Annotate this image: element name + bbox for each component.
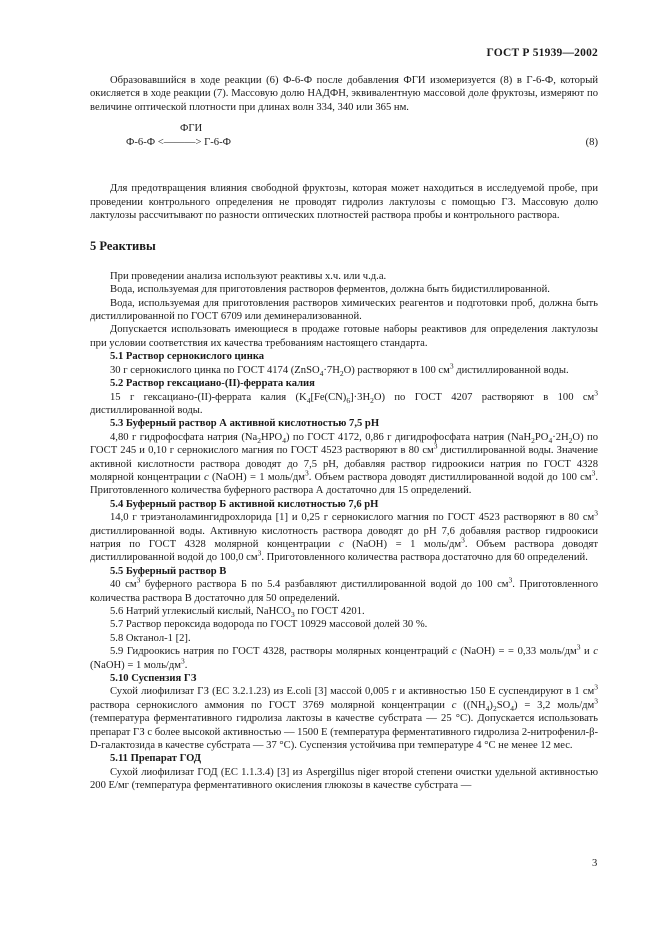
subsection-text-5-9: 5.9 Гидроокись натрия по ГОСТ 4328, растворы молярных концентраций c (NaOH) = = 0,33 моль/$дм^3$ и c (NaOH) = 1 моль/$дм^3$. [90,642,598,671]
subsection-title-5-2: 5.2 Раствор гексациано-(II)-феррата калия [110,378,315,390]
subsection-title-5-1: 5.1 Раствор сернокислого цинка [110,351,265,363]
subsection-text-5-1: 30 г сернокислого цинка по ГОСТ 4174 $(ZnSO_4\cdot 7H_2O)$ растворяют в 100 $см^3$ дистиллированной воды. [110,361,569,378]
page-number: 3 [592,858,598,869]
document-body [90,74,598,793]
subsection-text-5-3: 4,80 г гидрофосфата натрия $(Na_2HPO_4)$ по ГОСТ 4172, 0,86 г дигидрофосфата натрия $(NaH_2PO_4\cdot 2H_2O)$ по ГОСТ 245 и 0,10 г сернокислого магния по ГОСТ 4523 растворяют в 80 $см^3$ дистиллированной воды. Значение активной кислотности раствора доводят до 7,5 pH, добавляя раствор гидроокиси натрия по ГОСТ 4328 молярной концентрации c (NaOH) = 1 моль/$дм^3$. Объем раствора доводят дистиллированной водой до 100 $см^3$. Приготовленного количества буферного раствора А достаточно для 15 определений. [90,431,599,497]
subsection-text-5-4: 14,0 г триэтаноламингидрохлорида [1] и 0,25 г сернокислого магния по ГОСТ 4523 растворяют в 80 $см^3$ дистиллированной воды. Активную кислотность раствора доводят до pH 7,6 добавляя раствор гидроокиси натрия по ГОСТ 4328 молярной концентрации c (NaOH) = 1 моль/$дм^3$. Объем раствора доводят дистиллированной водой до 100,0 $см^3$. Приготовленного количества раствора достаточно для 60 определений. [90,508,598,564]
intro-paragraph-2: Для предотвращения влияния свободной фруктозы, которая может находиться в исследуемой пробе, при проведении контрольного определения не проводят гидролиз лактулозы с помощью ГЗ. Массовую долю лактулозы рассчитывают по разности оптических плотностей раствора пробы и контрольного раствора. [90,183,598,222]
subsection-text-5-8: 5.8 Октанол-1 [2]. [110,632,191,644]
section-paragraph: Вода, используемая для приготовления растворов ферментов, должна быть бидистиллированной. [110,284,550,296]
intro-paragraph: Образовавшийся в ходе реакции (6) Ф-6-Ф после добавления ФГИ изомеризуется (8) в Г-6-Ф, который окисляется в ходе реакции (7). Массовую долю НАДФН, эквивалентную массовой доле фруктозы, измеряют по величине оптической плотности при длинах волн 334, 340 или 365 нм. [90,75,598,113]
formula-reaction: Ф-6-Ф <———> Г-6-Ф [126,137,231,149]
subsection-text-5-7: 5.7 Раствор пероксида водорода по ГОСТ 10929 массовой долей 30 %. [110,619,428,631]
section-title: 5 Реактивы [90,239,156,254]
subsection-title-5-11: 5.11 Препарат ГОД [110,753,202,765]
section-paragraph: Допускается использовать имеющиеся в продаже готовые наборы реактивов для определения лактулозы при условии соответствия их качества требованиям настоящего стандарта. [90,324,598,349]
formula-enzyme: ФГИ [180,123,203,135]
formula-number: (8) [585,137,598,149]
standard-header: ГОСТ Р 51939—2002 [486,47,598,59]
section-paragraph: Вода, используемая для приготовления растворов химических реагентов и подготовки проб, должна быть дистиллированной по ГОСТ 6709 или деминерализованной. [90,297,598,323]
subsection-title-5-5: 5.5 Буферный раствор В [110,565,227,577]
subsection-title-5-4: 5.4 Буферный раствор Б активной кислотностью 7,6 pH [110,498,379,510]
subsection-text-5-11: Сухой лиофилизат ГОД (ЕС 1.1.3.4) [3] из Aspergillus niger второй степени очистки удельной активностью 200 Е/мг (температура ферментативного окисления глюкозы в качестве субстрата — [90,766,598,792]
subsection-text-5-5: 40 $см^3$ буферного раствора Б по 5.4 разбавляют дистиллированной водой до 100 $см^3$. Приготовленного количества раствора В достаточно для 50 определений. [90,575,598,604]
section-paragraph: При проведении анализа используют реактивы х.ч. или ч.д.а. [110,270,387,282]
subsection-text-5-6: 5.6 Натрий углекислый кислый, NaHCO$_3$ по ГОСТ 4201. [110,606,365,620]
subsection-text-5-2: 15 г гексациано-(II)-феррата калия $(K_4[Fe(CN)_6]\cdot 3H_2O)$ по ГОСТ 4207 растворяют в 100 $см^3$ дистиллированной воды. [90,387,598,416]
subsection-title-5-3: 5.3 Буферный раствор А активной кислотностью 7,5 pH [110,418,380,430]
subsection-text-5-10: Сухой лиофилизат ГЗ (ЕС 3.2.1.23) из E.coli [3] массой 0,005 г и активностью 150 Е суспендируют в 1 $см^3$ раствора сернокислого аммония по ГОСТ 3769 молярной концентрации c $((NH_4)_2SO_4) = 3,2$ моль/$дм^3$ (температура ферментативного гидролиза лактозы в качестве субстрата — 25 °С). Допускается использовать препарат ГЗ с более высокой активностью — 1500 Е (температура ферментативного гидролиза 2-нитрофенил-β-D-галактозида в качестве субстрата — 37 °С). Суспензия устойчива при температуре 4 °С не менее 12 мес. [90,682,598,752]
reaction-formula [90,122,598,166]
subsection-title-5-10: 5.10 Суспензия ГЗ [110,673,197,685]
